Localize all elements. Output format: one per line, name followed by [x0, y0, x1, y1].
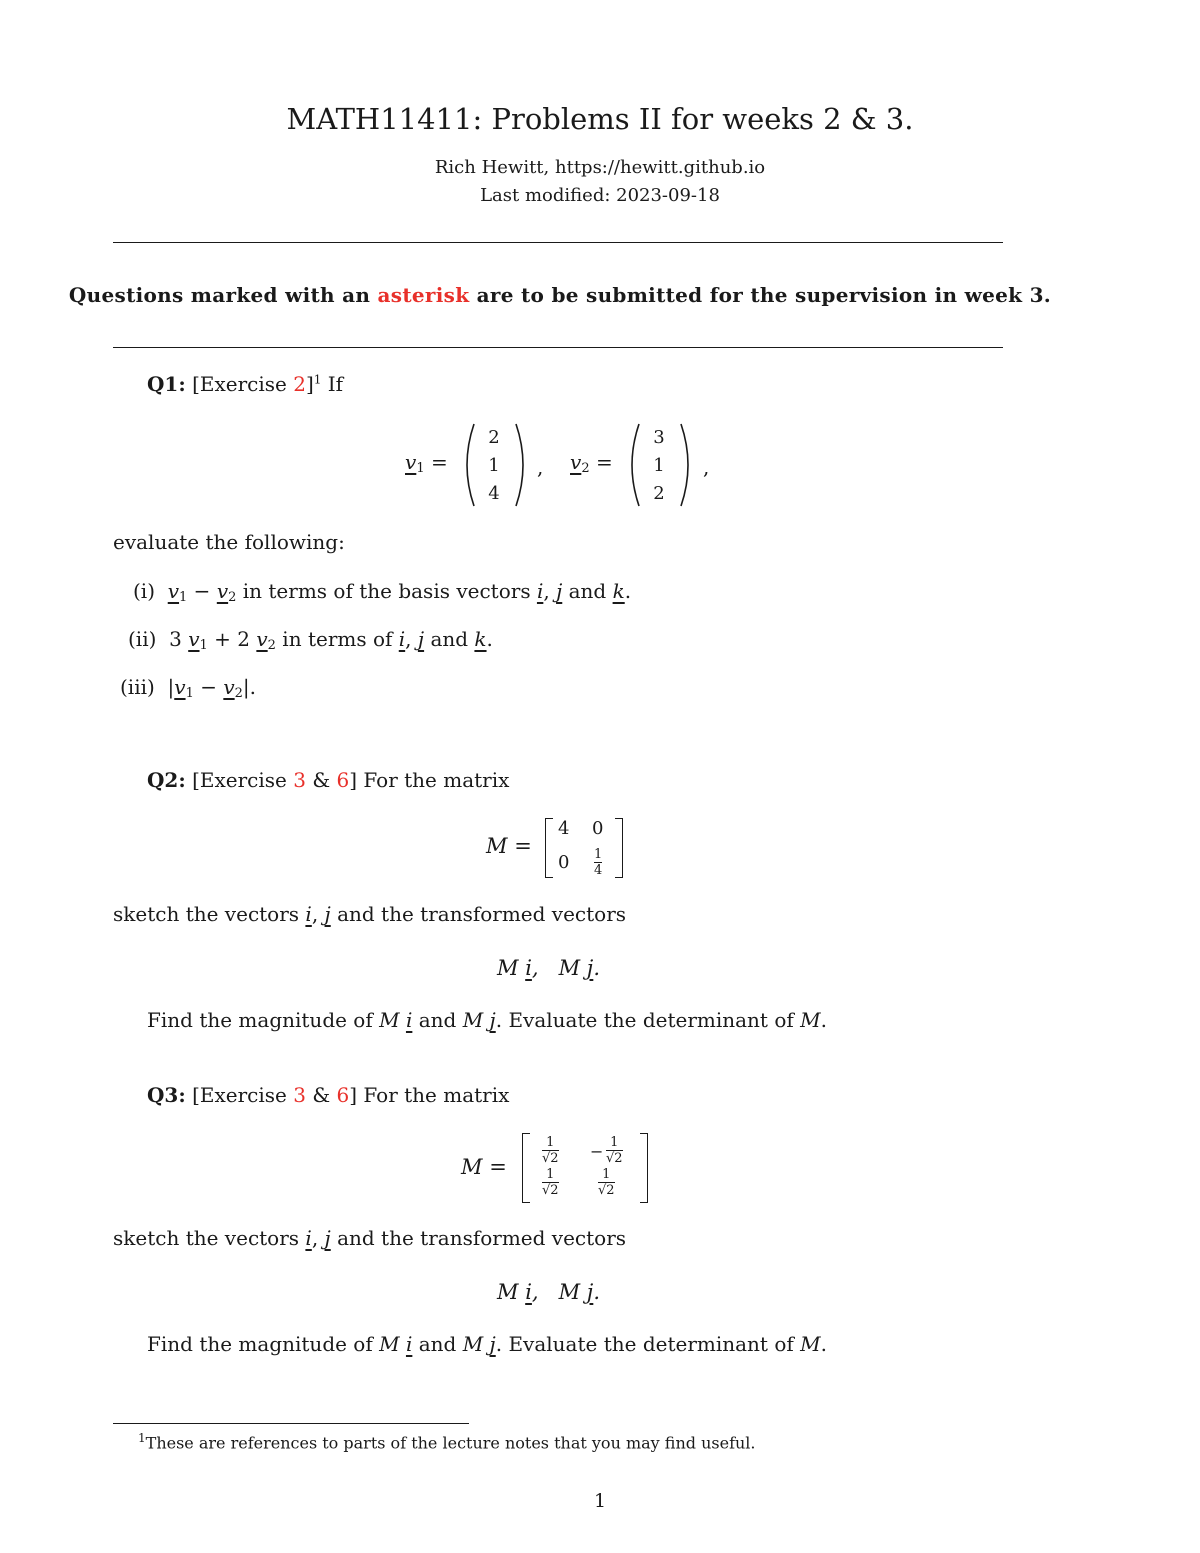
q3-m11-fraction [542, 1136, 559, 1165]
q2-ref-link-b[interactable]: 6 [336, 768, 350, 792]
q3-ref-link-a[interactable]: 3 [293, 1083, 306, 1107]
fraction-denominator: √2 [542, 1183, 559, 1198]
q3-m12-fraction [606, 1136, 623, 1165]
find-text: Find the magnitude of [147, 1332, 380, 1356]
v2-symbol: $v_2$ = [570, 450, 613, 476]
v1-entry: 2 [488, 427, 500, 448]
find-text: and [412, 1008, 463, 1032]
part-text: in terms of the basis vectors [236, 579, 537, 603]
v1-entries [484, 424, 504, 508]
top-rule [113, 242, 1003, 243]
q3-find: Find the magnitude of M i and M j. Evaluate the determinant of M. [147, 1332, 827, 1356]
part-num: (ii) [128, 627, 157, 651]
v2-entries [649, 424, 669, 508]
modified-date: Last modified: 2023-09-18 [480, 185, 720, 206]
q1-footnote-mark[interactable]: 1 [313, 372, 322, 387]
part-text: and [424, 627, 475, 651]
v1-left-paren [467, 424, 474, 506]
notice-after: are to be submitted for the supervision in week 3. [469, 283, 1052, 307]
footnote [138, 1431, 756, 1452]
fraction-denominator: √2 [606, 1151, 623, 1166]
comma: , [537, 455, 544, 479]
q2-heading [147, 768, 509, 792]
q3-sketch: sketch the vectors i, j and the transformed vectors [113, 1226, 627, 1250]
q1-ref-close: ] [305, 372, 314, 396]
v1-right-paren [516, 424, 523, 506]
page-number: 1 [593, 1490, 607, 1512]
q3-m21-fraction [542, 1168, 559, 1197]
q3-ref-close: ] For the matrix [349, 1083, 510, 1107]
q2-left-bracket [545, 818, 553, 878]
q2-matrix-symbol: M = [486, 834, 532, 858]
part-text: in terms of [275, 627, 399, 651]
q3-heading [147, 1083, 509, 1107]
footnote-text: These are references to parts of the lecture notes that you may find useful. [145, 1433, 756, 1453]
v2-entry: 1 [653, 455, 665, 476]
q1-lead: If [321, 372, 344, 396]
q3-ref-open: [Exercise [192, 1083, 294, 1107]
minus-sign: − [590, 1142, 604, 1161]
q3-right-bracket [640, 1133, 648, 1203]
sketch-text: and the transformed vectors [330, 902, 627, 926]
submission-notice [0, 283, 1120, 307]
q2-label: Q2: [147, 768, 186, 792]
v2-left-paren [632, 424, 639, 506]
q2-m12: 0 [592, 818, 604, 839]
q2-m22-fraction [594, 848, 602, 877]
fraction-denominator: 4 [594, 863, 603, 878]
comma: , [703, 455, 710, 479]
find-text: . Evaluate the determinant of [495, 1008, 801, 1032]
v2-right-paren [681, 424, 688, 506]
notice-before: Questions marked with an [68, 283, 378, 307]
fraction-numerator: 1 [546, 1135, 555, 1150]
footnote-mark: 1 [138, 1431, 146, 1445]
q2-m11: 4 [558, 818, 570, 839]
q1-ref-link[interactable]: 2 [293, 372, 306, 396]
fraction-denominator: √2 [542, 1151, 559, 1166]
page-title: MATH11411: Problems II for weeks 2 & 3. [286, 102, 914, 136]
q1-heading [147, 372, 343, 396]
v2-entry: 3 [653, 427, 665, 448]
v1-symbol: $v_1$ = [405, 450, 448, 476]
q1-ref-open: [Exercise [192, 372, 294, 396]
fraction-numerator: 1 [602, 1167, 611, 1182]
q1-part-ii: (ii) 3 $v_1 + 2$ $v_2$ in terms of i, j and k. [128, 627, 493, 653]
part-text: and [562, 579, 613, 603]
q3-left-bracket [522, 1133, 530, 1203]
q3-label: Q3: [147, 1083, 186, 1107]
q2-transformed: M i, M j. [497, 956, 600, 980]
fraction-numerator: 1 [610, 1135, 619, 1150]
v1-entry: 4 [488, 483, 500, 504]
find-text: and [412, 1332, 463, 1356]
q2-ref-close: ] For the matrix [349, 768, 510, 792]
q2-m21: 0 [558, 852, 570, 873]
sketch-text: and the transformed vectors [330, 1226, 627, 1250]
q2-sketch: sketch the vectors i, j and the transformed vectors [113, 902, 627, 926]
q3-transformed: M i, M j. [497, 1280, 600, 1304]
sketch-text: sketch the vectors [113, 902, 306, 926]
q2-right-bracket [615, 818, 623, 878]
q3-matrix-symbol: M = [461, 1155, 507, 1179]
find-text: . Evaluate the determinant of [495, 1332, 801, 1356]
v2-entry: 2 [653, 483, 665, 504]
author-line: Rich Hewitt, https://hewitt.github.io [434, 157, 766, 178]
fraction-numerator: 1 [546, 1167, 555, 1182]
q2-ref-amp: & [305, 768, 337, 792]
q1-part-iii: (iii) $|v_1 - v_2|$. [120, 675, 257, 701]
q2-ref-open: [Exercise [192, 768, 294, 792]
footnote-rule [113, 1423, 469, 1424]
q2-find: Find the magnitude of M i and M j. Evaluate the determinant of M. [147, 1008, 827, 1032]
v1-entry: 1 [488, 455, 500, 476]
part-num: (iii) [120, 675, 155, 699]
find-text: Find the magnitude of [147, 1008, 380, 1032]
notice-highlight: asterisk [377, 283, 470, 307]
q1-evaluate: evaluate the following: [113, 530, 345, 554]
q1-label: Q1: [147, 372, 186, 396]
fraction-denominator: √2 [598, 1183, 615, 1198]
fraction-numerator: 1 [594, 847, 603, 862]
q3-ref-amp: & [305, 1083, 337, 1107]
sketch-text: sketch the vectors [113, 1226, 306, 1250]
q1-part-i: (i) $v_1 - v_2$ in terms of the basis vectors i, j and k. [133, 579, 632, 605]
part-num: (i) [133, 579, 156, 603]
q3-ref-link-b[interactable]: 6 [336, 1083, 350, 1107]
q3-m22-fraction [598, 1168, 615, 1197]
middle-rule [113, 347, 1003, 348]
q2-ref-link-a[interactable]: 3 [293, 768, 306, 792]
